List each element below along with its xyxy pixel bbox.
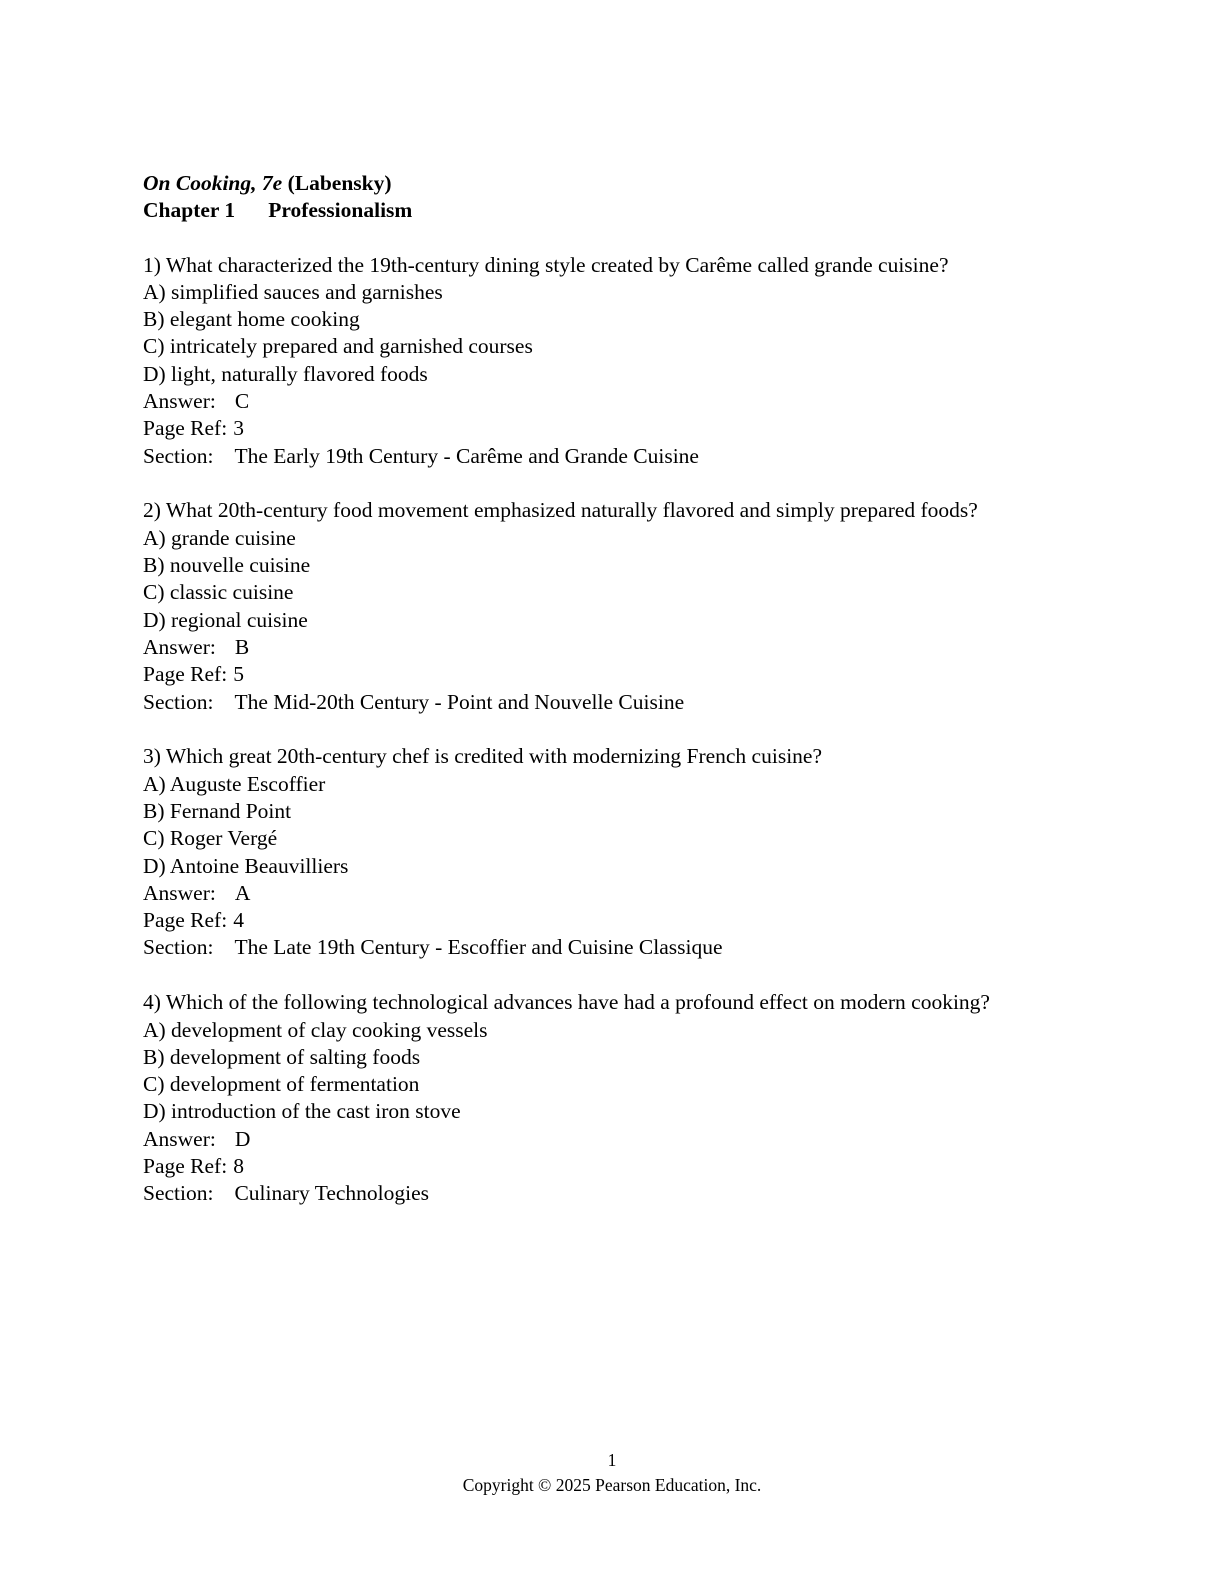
section-label: Section: <box>143 443 214 468</box>
page-ref-value: 8 <box>233 1154 244 1178</box>
answer-label: Answer: <box>143 1126 216 1151</box>
option-a: A) simplified sauces and garnishes <box>143 279 443 304</box>
chapter-title: Professionalism <box>268 198 413 223</box>
answer-line <box>143 388 1103 415</box>
chapter-label: Chapter 1 <box>143 198 236 223</box>
copyright-notice: Copyright © 2025 Pearson Education, Inc. <box>462 1475 762 1495</box>
answer-value: B <box>234 634 250 659</box>
option-d: D) regional cuisine <box>143 607 308 632</box>
chapter-heading <box>143 197 1103 224</box>
answer-line <box>143 634 1103 661</box>
question-2 <box>143 497 1103 715</box>
option-a: A) grande cuisine <box>143 525 296 550</box>
page-ref-value: 5 <box>233 662 244 687</box>
page-ref-label: Page Ref: <box>143 908 228 933</box>
option-c: C) classic cuisine <box>143 580 294 605</box>
section-value: Culinary Technologies <box>234 1181 430 1206</box>
section-line <box>143 934 1103 961</box>
document-header <box>143 170 1103 225</box>
section-line <box>143 689 1103 716</box>
page-ref-line <box>143 907 1103 934</box>
answer-line <box>143 1126 1103 1153</box>
answer-value: C <box>234 389 250 414</box>
option-b: B) nouvelle cuisine <box>143 553 311 578</box>
page-ref-line <box>143 661 1103 688</box>
question-text: 3) Which great 20th-century chef is credited with modernizing French cuisine? <box>143 744 823 769</box>
option-c: C) Roger Vergé <box>143 826 278 851</box>
book-title-line <box>143 170 1103 197</box>
section-value: The Mid-20th Century - Point and Nouvelle Cuisine <box>234 689 685 714</box>
question-4 <box>143 989 1103 1207</box>
book-title: On Cooking, 7e <box>143 171 283 195</box>
question-text: 4) Which of the following technological advances have had a profound effect on modern cooking? <box>143 990 990 1015</box>
answer-label: Answer: <box>143 880 216 905</box>
book-author: (Labensky) <box>287 171 392 195</box>
answer-label: Answer: <box>143 389 216 414</box>
option-d: D) light, naturally flavored foods <box>143 361 428 386</box>
section-value: The Late 19th Century - Escoffier and Cuisine Classique <box>234 935 723 960</box>
document-page <box>143 170 1103 1235</box>
section-line <box>143 1180 1103 1207</box>
question-1 <box>143 252 1103 470</box>
page-number: 1 <box>607 1450 617 1470</box>
option-c: C) development of fermentation <box>143 1072 420 1097</box>
option-b: B) Fernand Point <box>143 798 292 823</box>
option-b: B) development of salting foods <box>143 1044 421 1069</box>
section-label: Section: <box>143 689 214 714</box>
page-ref-line <box>143 1153 1103 1180</box>
section-line <box>143 443 1103 470</box>
page-ref-line <box>143 415 1103 442</box>
answer-label: Answer: <box>143 634 216 659</box>
option-c: C) intricately prepared and garnished courses <box>143 334 533 359</box>
option-b: B) elegant home cooking <box>143 307 360 332</box>
page-ref-label: Page Ref: <box>143 1154 228 1178</box>
question-3 <box>143 743 1103 961</box>
page-ref-value: 3 <box>233 416 244 441</box>
answer-value: A <box>234 880 251 905</box>
option-d: D) introduction of the cast iron stove <box>143 1099 461 1124</box>
question-text: 1) What characterized the 19th-century dining style created by Carême called grande cuisine? <box>143 252 949 277</box>
option-a: A) Auguste Escoffier <box>143 771 326 796</box>
question-text: 2) What 20th-century food movement emphasized naturally flavored and simply prepared foods? <box>143 498 978 523</box>
page-ref-label: Page Ref: <box>143 662 228 687</box>
section-label: Section: <box>143 935 214 960</box>
answer-line <box>143 880 1103 907</box>
page-ref-value: 4 <box>233 908 244 933</box>
section-label: Section: <box>143 1181 214 1206</box>
section-value: The Early 19th Century - Carême and Grande Cuisine <box>234 443 699 468</box>
answer-value: D <box>234 1126 251 1151</box>
page-ref-label: Page Ref: <box>143 416 228 441</box>
option-a: A) development of clay cooking vessels <box>143 1017 488 1042</box>
option-d: D) Antoine Beauvilliers <box>143 853 349 878</box>
